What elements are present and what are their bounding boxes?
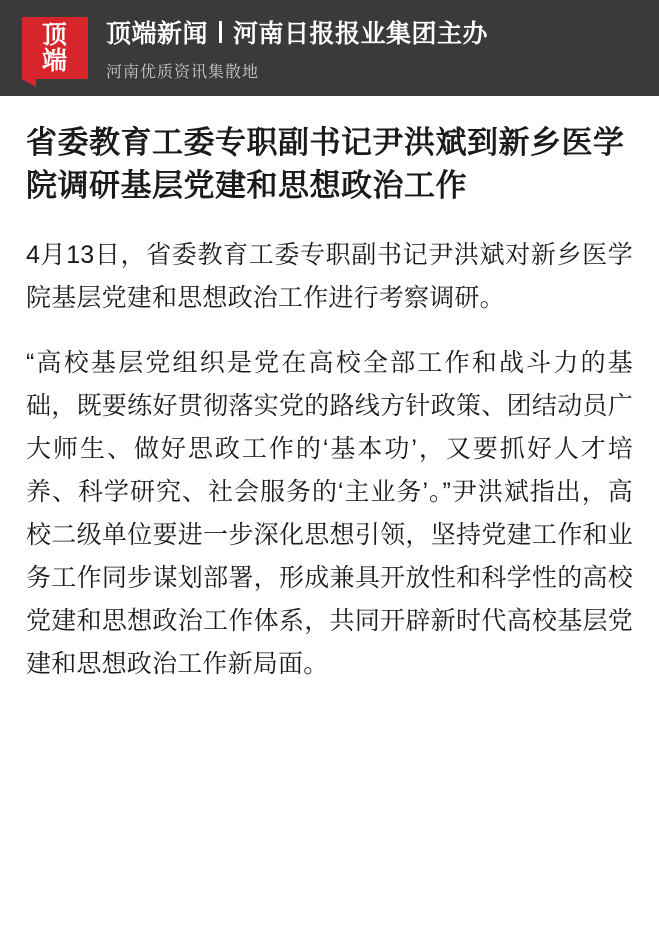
publisher-name: 河南日报报业集团主办: [233, 20, 489, 48]
header-brand-line: [106, 14, 488, 50]
article-body: [0, 96, 659, 686]
header-text-group: [106, 14, 488, 82]
brand-separator-icon: [219, 21, 222, 43]
site-slogan: 河南优质资讯集散地: [106, 64, 260, 81]
site-header: [0, 0, 659, 96]
logo-char-bottom: 端: [41, 47, 68, 75]
article-paragraph-2: “高校基层党组织是党在高校全部工作和战斗力的基础，既要练好贯彻落实党的路线方针政策、团结动员广大师生、做好思政工作的‘基本功’，又要抓好人才培养、科学研究、社会服务的‘主业务’。”尹洪斌指出，高校二级单位要进一步深化思想引领，坚持党建工作和业务工作同步谋划部署，形成兼具开放性和科学性的高校党建和思想政治工作体系，共同开辟新时代高校基层党建和思想政治工作新局面。: [26, 348, 633, 678]
logo-char-top: 顶: [41, 20, 68, 49]
brand-name: 顶端新闻: [106, 20, 209, 48]
article-headline: 省委教育工委专职副书记尹洪斌到新乡医学院调研基层党建和思想政治工作: [26, 125, 625, 203]
article-paragraph-1: 4月13日，省委教育工委专职副书记尹洪斌对新乡医学院基层党建和思想政治工作进行考察调研。: [26, 240, 633, 312]
site-logo[interactable]: [22, 17, 88, 79]
